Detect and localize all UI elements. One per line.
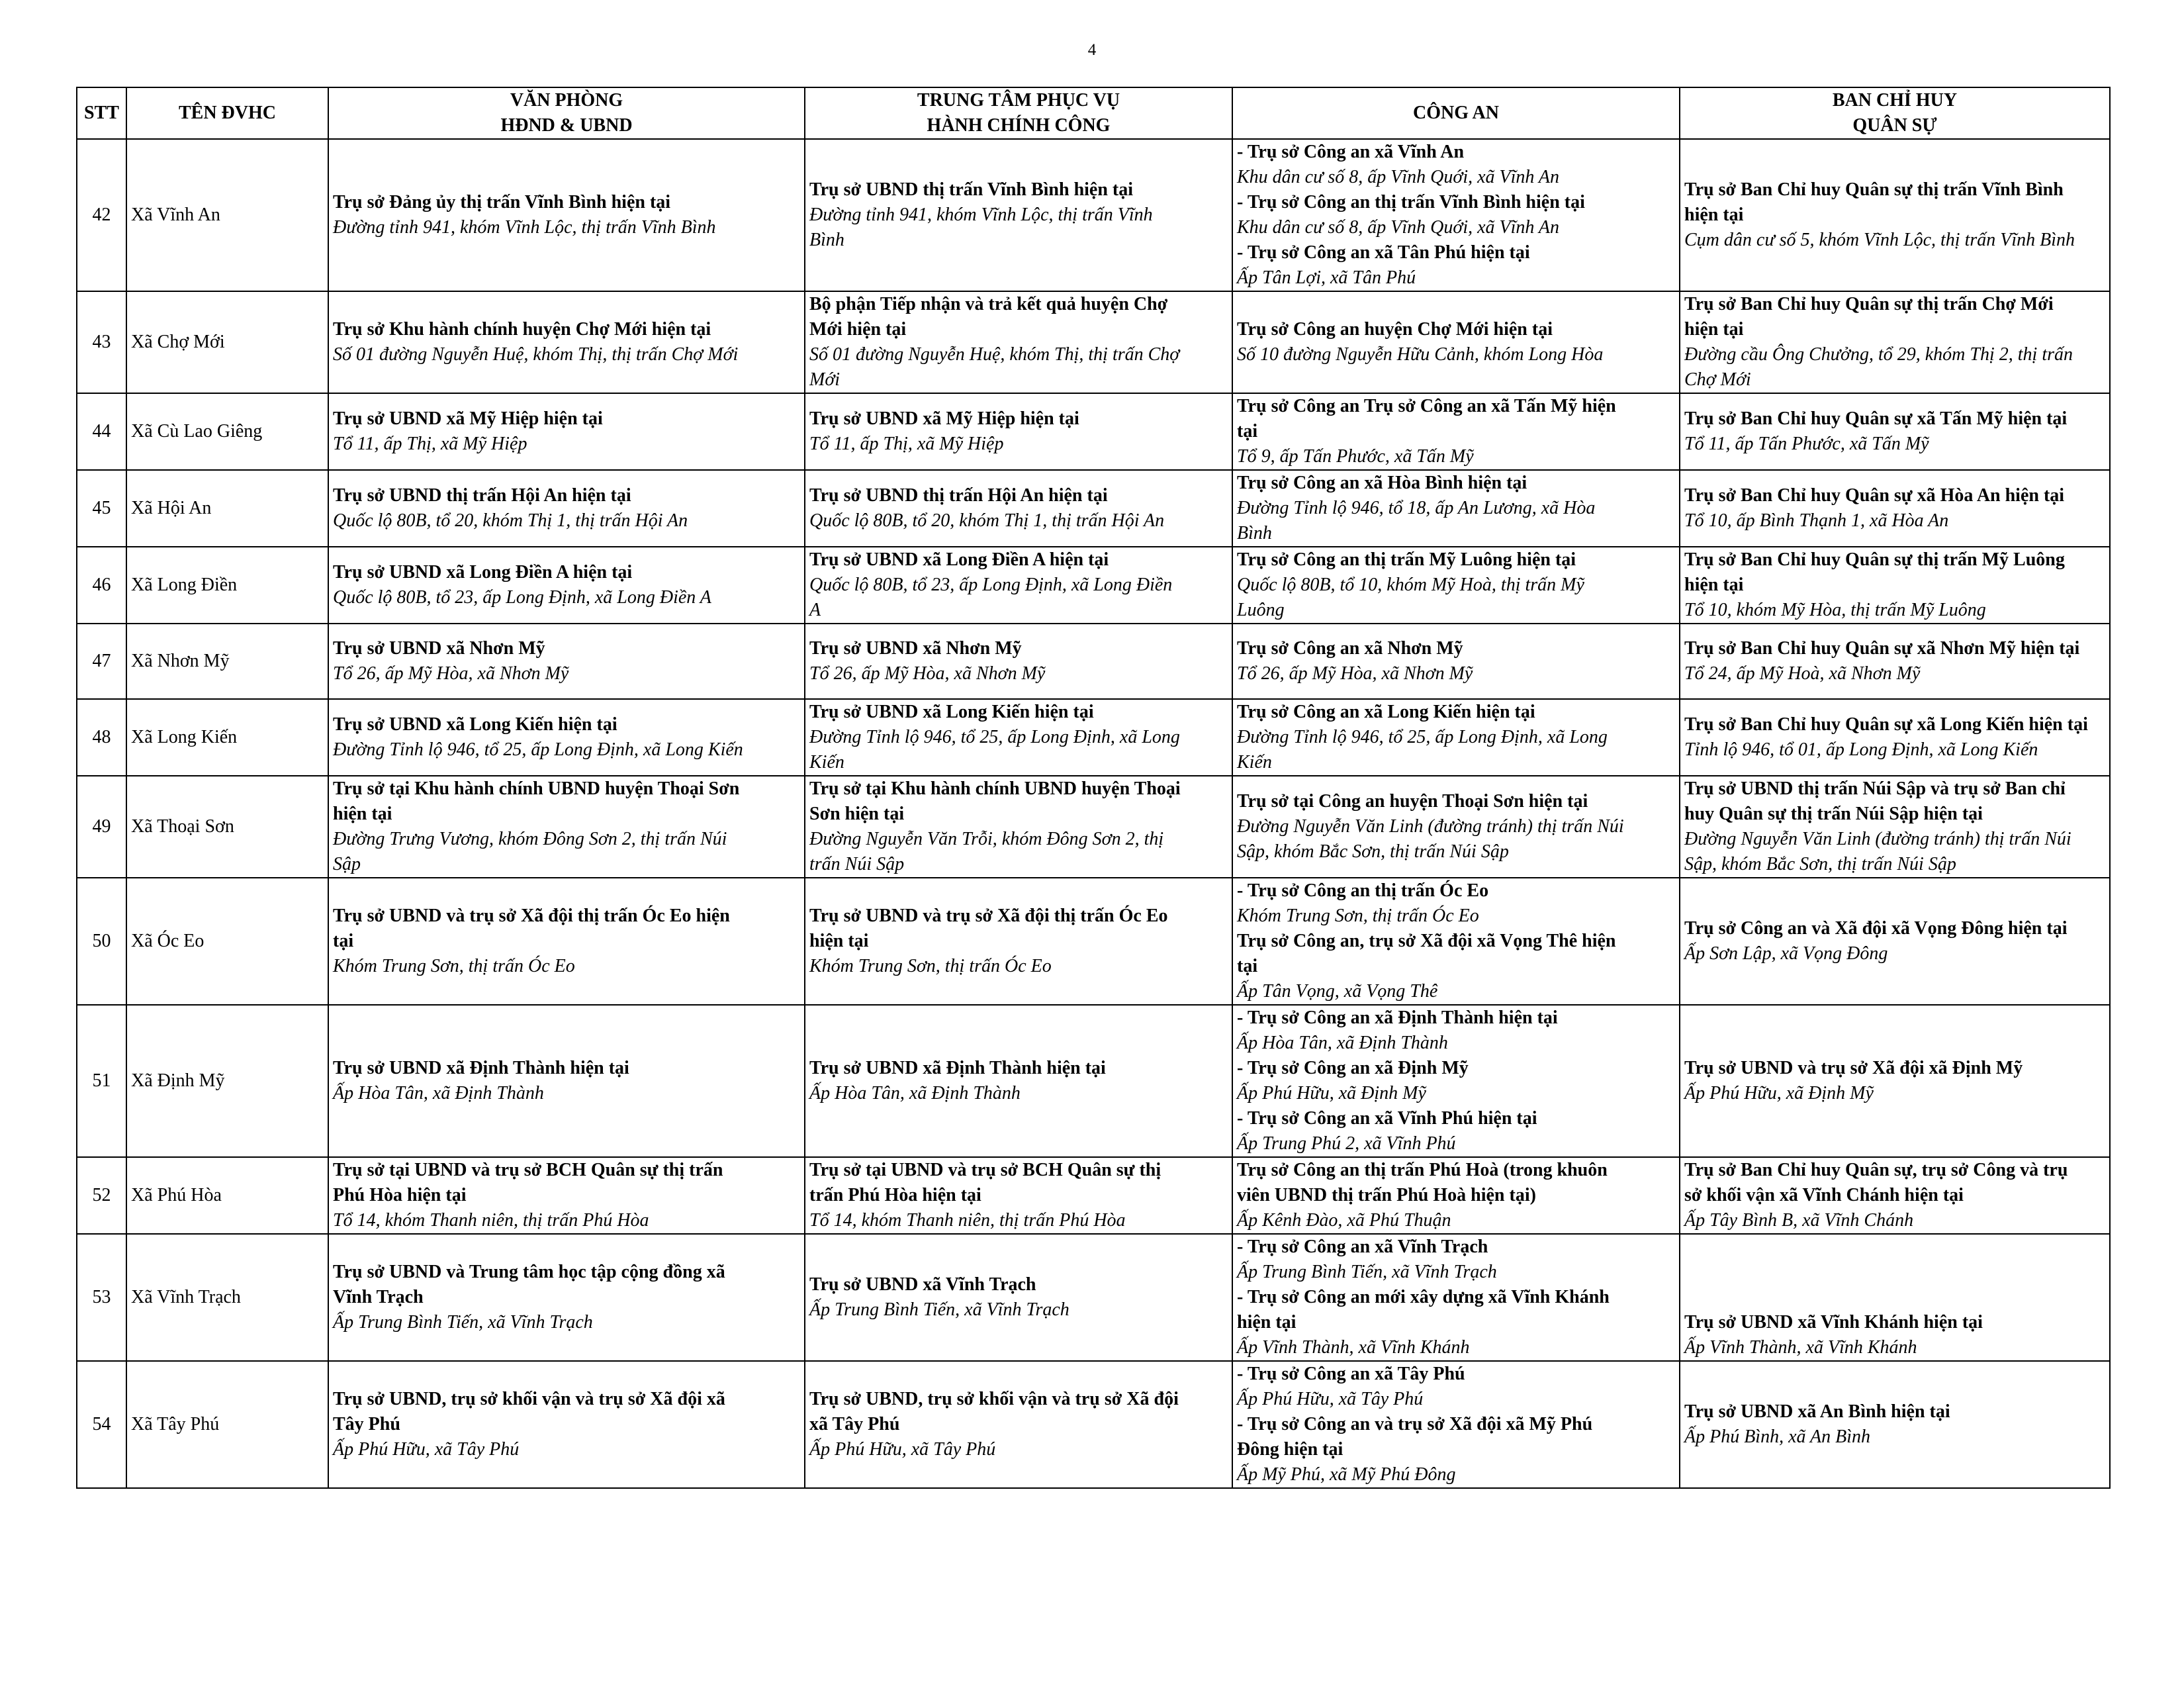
office-address: Ấp Tây Bình B, xã Vĩnh Chánh <box>1684 1210 1914 1231</box>
row-number: 53 <box>77 1234 126 1361</box>
office-name: Trụ sở tại Khu hành chính UBND huyện Thoại Sơn <box>333 778 740 799</box>
office-name: Trụ sở UBND, trụ sở khối vận và trụ sở Xã đội <box>809 1389 1179 1409</box>
office-address: Khu dân cư số 8, ấp Vĩnh Quới, xã Vĩnh An <box>1237 167 1560 187</box>
office-name: - Trụ sở Công an xã Vĩnh Phú hiện tại <box>1237 1108 1537 1129</box>
office-address: Tổ 9, ấp Tấn Phước, xã Tấn Mỹ <box>1237 446 1474 467</box>
office-address: Ấp Trung Bình Tiến, xã Vĩnh Trạch <box>1237 1262 1497 1282</box>
unit-name: Xã Cù Lao Giêng <box>126 393 328 470</box>
office-name: Trụ sở UBND xã Vĩnh Trạch <box>809 1274 1036 1295</box>
office-address: Đường Tỉnh lộ 946, tổ 25, ấp Long Định, xã Long <box>809 727 1180 747</box>
cell-ban-chi-huy-quan-su <box>1680 393 2110 470</box>
office-name: - Trụ sở Công an xã Vĩnh An <box>1237 142 1465 162</box>
office-address: Khóm Trung Sơn, thị trấn Óc Eo <box>333 956 575 976</box>
cell-cong-an <box>1232 393 1680 470</box>
table-row <box>77 878 2110 1005</box>
cell-cong-an <box>1232 878 1680 1005</box>
cell-van-phong-hdnd-ubnd <box>328 624 805 699</box>
office-name: Trụ sở UBND xã Nhơn Mỹ <box>333 638 545 659</box>
page-number: 4 <box>1087 41 1097 59</box>
office-name: Trụ sở UBND xã Định Thành hiện tại <box>333 1058 629 1078</box>
cell-trung-tam-phuc-vu-hcc <box>805 776 1232 878</box>
office-name: tại <box>1237 421 1258 442</box>
office-address: Bình <box>1237 523 1272 543</box>
row-number: 48 <box>77 699 126 776</box>
office-name: Trụ sở Ban Chỉ huy Quân sự thị trấn Vĩnh Bình <box>1684 179 2064 200</box>
office-name: - Trụ sở Công an xã Vĩnh Trạch <box>1237 1237 1488 1257</box>
office-name: - Trụ sở Công an xã Tây Phú <box>1237 1364 1465 1384</box>
office-address: Tổ 26, ấp Mỹ Hòa, xã Nhơn Mỹ <box>1237 663 1473 684</box>
office-address: Tổ 10, ấp Bình Thạnh 1, xã Hòa An <box>1684 510 1949 531</box>
table-row <box>77 1361 2110 1488</box>
office-name: Trụ sở Công an huyện Chợ Mới hiện tại <box>1237 319 1553 340</box>
unit-name: Xã Vĩnh Trạch <box>126 1234 328 1361</box>
cell-trung-tam-phuc-vu-hcc <box>805 139 1232 291</box>
cell-cong-an <box>1232 699 1680 776</box>
office-name: Trụ sở Ban Chỉ huy Quân sự, trụ sở Công và trụ <box>1684 1160 2068 1180</box>
office-name <box>1684 1260 2105 1285</box>
office-address: Sập <box>333 854 361 874</box>
office-name: Trụ sở Công an thị trấn Phú Hoà (trong khuôn <box>1237 1160 1608 1180</box>
office-address: Đường cầu Ông Chưởng, tổ 29, khóm Thị 2, thị trấn <box>1684 344 2073 365</box>
office-name: Trụ sở UBND xã Long Điền A hiện tại <box>809 549 1109 570</box>
office-name: hiện tại <box>1684 575 1744 595</box>
office-name: Trụ sở UBND thị trấn Hội An hiện tại <box>809 485 1108 506</box>
unit-name: Xã Long Điền <box>126 547 328 624</box>
office-address: Tổ 11, ấp Thị, xã Mỹ Hiệp <box>333 434 527 454</box>
cell-trung-tam-phuc-vu-hcc <box>805 393 1232 470</box>
column-header-cong-an <box>1232 87 1680 139</box>
cell-trung-tam-phuc-vu-hcc <box>805 547 1232 624</box>
office-name: Trụ sở Công an xã Nhơn Mỹ <box>1237 638 1463 659</box>
cell-cong-an <box>1232 139 1680 291</box>
table-row <box>77 547 2110 624</box>
cell-van-phong-hdnd-ubnd <box>328 1361 805 1488</box>
office-name: Tây Phú <box>333 1414 400 1434</box>
office-name: Trụ sở Ban Chỉ huy Quân sự xã Long Kiến hiện tại <box>1684 714 2088 735</box>
cell-ban-chi-huy-quan-su <box>1680 776 2110 878</box>
office-name: Trụ sở UBND xã Long Kiến hiện tại <box>333 714 617 735</box>
office-address: Luông <box>1237 600 1285 620</box>
column-header-ban-chi-huy-quan-su <box>1680 87 2110 139</box>
row-number: 46 <box>77 547 126 624</box>
row-number: 50 <box>77 878 126 1005</box>
office-address: Ấp Tân Vọng, xã Vọng Thê <box>1237 981 1438 1002</box>
unit-name: Xã Định Mỹ <box>126 1005 328 1157</box>
office-name: xã Tây Phú <box>809 1414 900 1434</box>
cell-van-phong-hdnd-ubnd <box>328 699 805 776</box>
office-address: Ấp Sơn Lập, xã Vọng Đông <box>1684 943 1888 964</box>
cell-cong-an <box>1232 1005 1680 1157</box>
office-name: Trụ sở Đảng ủy thị trấn Vĩnh Bình hiện tại <box>333 192 671 212</box>
office-name: hiện tại <box>1237 1312 1297 1333</box>
office-name: Trụ sở tại Khu hành chính UBND huyện Thoại <box>809 778 1181 799</box>
cell-van-phong-hdnd-ubnd <box>328 1005 805 1157</box>
office-name: Bộ phận Tiếp nhận và trả kết quả huyện Chợ <box>809 294 1168 314</box>
office-address: Ấp Trung Phú 2, xã Vĩnh Phú <box>1237 1133 1456 1154</box>
cell-van-phong-hdnd-ubnd <box>328 547 805 624</box>
office-name: Trụ sở UBND xã Vĩnh Khánh hiện tại <box>1684 1312 1983 1333</box>
office-address: Đường tỉnh 941, khóm Vĩnh Lộc, thị trấn Vĩnh <box>809 205 1153 225</box>
office-address: Ấp Hòa Tân, xã Định Thành <box>1237 1033 1448 1053</box>
table-row <box>77 1234 2110 1361</box>
cell-trung-tam-phuc-vu-hcc <box>805 624 1232 699</box>
cell-trung-tam-phuc-vu-hcc <box>805 699 1232 776</box>
office-address: Đường Tỉnh lộ 946, tổ 25, ấp Long Định, xã Long Kiến <box>333 739 743 760</box>
row-number: 49 <box>77 776 126 878</box>
table-row <box>77 291 2110 393</box>
table-row <box>77 624 2110 699</box>
office-address: Quốc lộ 80B, tổ 23, ấp Long Định, xã Long Điền A <box>333 587 711 608</box>
cell-ban-chi-huy-quan-su <box>1680 1234 2110 1361</box>
office-address: Số 01 đường Nguyễn Huệ, khóm Thị, thị trấn Chợ <box>809 344 1180 365</box>
table-row <box>77 699 2110 776</box>
office-address: Ấp Mỹ Phú, xã Mỹ Phú Đông <box>1237 1464 1456 1485</box>
office-name: Sơn hiện tại <box>809 804 905 824</box>
column-header-line: HÀNH CHÍNH CÔNG <box>927 115 1111 136</box>
office-name: Đông hiện tại <box>1237 1439 1343 1460</box>
office-name: huy Quân sự thị trấn Núi Sập hiện tại <box>1684 804 1983 824</box>
office-address: Tổ 11, ấp Tấn Phước, xã Tấn Mỹ <box>1684 434 1929 454</box>
office-name: Trụ sở UBND và Trung tâm học tập cộng đồng xã <box>333 1262 725 1282</box>
column-header-line: HĐND & UBND <box>500 115 633 136</box>
office-name: Trụ sở UBND xã Long Kiến hiện tại <box>809 702 1094 722</box>
office-address: Đường Tỉnh lộ 946, tổ 25, ấp Long Định, xã Long <box>1237 727 1608 747</box>
cell-van-phong-hdnd-ubnd <box>328 1157 805 1234</box>
office-address: Ấp Tân Lợi, xã Tân Phú <box>1237 267 1416 288</box>
unit-name: Xã Phú Hòa <box>126 1157 328 1234</box>
office-name: Phú Hòa hiện tại <box>333 1185 467 1205</box>
cell-cong-an <box>1232 291 1680 393</box>
office-name: Trụ sở UBND xã Nhơn Mỹ <box>809 638 1022 659</box>
office-name: Trụ sở Khu hành chính huyện Chợ Mới hiện tại <box>333 319 711 340</box>
row-number: 42 <box>77 139 126 291</box>
cell-van-phong-hdnd-ubnd <box>328 470 805 547</box>
office-name <box>1684 1285 2105 1310</box>
column-header-trung-tam-phuc-vu-hcc <box>805 87 1232 139</box>
office-name <box>1684 1235 2105 1260</box>
office-address: Đường Nguyễn Văn Linh (đường tránh) thị trấn Núi <box>1237 816 1624 837</box>
table-row <box>77 1157 2110 1234</box>
office-name: trấn Phú Hòa hiện tại <box>809 1185 981 1205</box>
office-name: - Trụ sở Công an xã Định Thành hiện tại <box>1237 1008 1558 1028</box>
column-header-unit-name <box>126 87 328 139</box>
column-header-line: STT <box>84 103 119 123</box>
office-address: Ấp Kênh Đào, xã Phú Thuận <box>1237 1210 1451 1231</box>
office-address: Quốc lộ 80B, tổ 20, khóm Thị 1, thị trấn Hội An <box>809 510 1165 531</box>
office-name: hiện tại <box>1684 205 1744 225</box>
cell-ban-chi-huy-quan-su <box>1680 139 2110 291</box>
office-address: Kiến <box>809 752 844 773</box>
row-number: 54 <box>77 1361 126 1488</box>
office-address: Sập, khóm Bắc Sơn, thị trấn Núi Sập <box>1684 854 1956 874</box>
table-row <box>77 470 2110 547</box>
unit-name: Xã Hội An <box>126 470 328 547</box>
office-name: tại <box>333 931 354 951</box>
office-address: Ấp Phú Hữu, xã Tây Phú <box>809 1439 996 1460</box>
office-name: Trụ sở UBND thị trấn Hội An hiện tại <box>333 485 631 506</box>
column-header-line: TRUNG TÂM PHỤC VỤ <box>917 90 1120 111</box>
office-name: Mới hiện tại <box>809 319 907 340</box>
cell-van-phong-hdnd-ubnd <box>328 291 805 393</box>
unit-name: Xã Óc Eo <box>126 878 328 1005</box>
office-address: Số 10 đường Nguyễn Hữu Cảnh, khóm Long Hòa <box>1237 344 1604 365</box>
column-header-line: VĂN PHÒNG <box>510 90 623 111</box>
office-name: Trụ sở UBND và trụ sở Xã đội thị trấn Óc Eo hiện <box>333 906 730 926</box>
table-body <box>77 139 2110 1488</box>
office-address: Ấp Phú Hữu, xã Định Mỹ <box>1237 1083 1426 1103</box>
row-number: 43 <box>77 291 126 393</box>
office-name: Trụ sở Ban Chỉ huy Quân sự thị trấn Mỹ Luông <box>1684 549 2065 570</box>
column-header-line: CÔNG AN <box>1413 103 1499 123</box>
cell-van-phong-hdnd-ubnd <box>328 776 805 878</box>
office-address: Ấp Phú Hữu, xã Tây Phú <box>333 1439 520 1460</box>
column-header-line: QUÂN SỰ <box>1852 115 1937 136</box>
office-address: Tổ 11, ấp Thị, xã Mỹ Hiệp <box>809 434 1004 454</box>
office-name: - Trụ sở Công an và trụ sở Xã đội xã Mỹ Phú <box>1237 1414 1593 1434</box>
office-name: Trụ sở UBND thị trấn Vĩnh Bình hiện tại <box>809 179 1134 200</box>
office-address: Đường tỉnh 941, khóm Vĩnh Lộc, thị trấn Vĩnh Bình <box>333 217 716 238</box>
office-address: Ấp Vĩnh Thành, xã Vĩnh Khánh <box>1684 1337 1917 1358</box>
office-address: A <box>809 600 821 620</box>
office-address: Quốc lộ 80B, tổ 20, khóm Thị 1, thị trấn Hội An <box>333 510 688 531</box>
office-address: Ấp Vĩnh Thành, xã Vĩnh Khánh <box>1237 1337 1470 1358</box>
office-address: Tỉnh lộ 946, tổ 01, ấp Long Định, xã Long Kiến <box>1684 739 2038 760</box>
office-address: Tổ 14, khóm Thanh niên, thị trấn Phú Hòa <box>333 1210 649 1231</box>
office-address: Ấp Phú Bình, xã An Bình <box>1684 1427 1870 1447</box>
cell-cong-an <box>1232 624 1680 699</box>
unit-name: Xã Thoại Sơn <box>126 776 328 878</box>
office-name: Trụ sở UBND xã Mỹ Hiệp hiện tại <box>333 408 603 429</box>
office-name: Trụ sở Công an xã Hòa Bình hiện tại <box>1237 473 1527 493</box>
office-name: Trụ sở UBND xã Long Điền A hiện tại <box>333 562 633 583</box>
office-name: Trụ sở tại UBND và trụ sở BCH Quân sự thị trấn <box>333 1160 723 1180</box>
office-name: hiện tại <box>1684 319 1744 340</box>
office-name: Trụ sở UBND thị trấn Núi Sập và trụ sở Ban chỉ <box>1684 778 2066 799</box>
cell-van-phong-hdnd-ubnd <box>328 878 805 1005</box>
cell-cong-an <box>1232 470 1680 547</box>
office-name: - Trụ sở Công an xã Định Mỹ <box>1237 1058 1469 1078</box>
office-name: Trụ sở UBND và trụ sở Xã đội thị trấn Óc Eo <box>809 906 1168 926</box>
cell-ban-chi-huy-quan-su <box>1680 470 2110 547</box>
office-name: Trụ sở UBND xã Mỹ Hiệp hiện tại <box>809 408 1079 429</box>
office-address: Ấp Phú Hữu, xã Định Mỹ <box>1684 1083 1874 1103</box>
office-address: Ấp Hòa Tân, xã Định Thành <box>333 1083 544 1103</box>
table-row <box>77 776 2110 878</box>
office-address: Đường Nguyễn Văn Trỗi, khóm Đông Sơn 2, thị <box>809 829 1164 849</box>
column-header-stt <box>77 87 126 139</box>
unit-name: Xã Tây Phú <box>126 1361 328 1488</box>
cell-van-phong-hdnd-ubnd <box>328 139 805 291</box>
office-address: Quốc lộ 80B, tổ 10, khóm Mỹ Hoà, thị trấn Mỹ <box>1237 575 1584 595</box>
office-name: Vĩnh Trạch <box>333 1287 424 1307</box>
unit-name: Xã Long Kiến <box>126 699 328 776</box>
row-number: 51 <box>77 1005 126 1157</box>
unit-name: Xã Chợ Mới <box>126 291 328 393</box>
office-address: Ấp Trung Bình Tiến, xã Vĩnh Trạch <box>809 1299 1069 1320</box>
office-address: trấn Núi Sập <box>809 854 905 874</box>
column-header-line: BAN CHỈ HUY <box>1832 90 1958 111</box>
office-address: Số 01 đường Nguyễn Huệ, khóm Thị, thị trấn Chợ Mới <box>333 344 739 365</box>
office-name: Trụ sở Ban Chỉ huy Quân sự xã Tấn Mỹ hiện tại <box>1684 408 2068 429</box>
office-address: Ấp Hòa Tân, xã Định Thành <box>809 1083 1021 1103</box>
cell-trung-tam-phuc-vu-hcc <box>805 470 1232 547</box>
office-name: Trụ sở tại Công an huyện Thoại Sơn hiện tại <box>1237 791 1588 812</box>
row-number: 45 <box>77 470 126 547</box>
office-name: Trụ sở Ban Chỉ huy Quân sự xã Nhơn Mỹ hiện tại <box>1684 638 2080 659</box>
administrative-units-table <box>76 87 2111 1489</box>
cell-ban-chi-huy-quan-su <box>1680 624 2110 699</box>
cell-van-phong-hdnd-ubnd <box>328 1234 805 1361</box>
office-name: Trụ sở Công an và Xã đội xã Vọng Đông hiện tại <box>1684 918 2068 939</box>
office-address: Khóm Trung Sơn, thị trấn Óc Eo <box>809 956 1052 976</box>
office-address: Đường Tỉnh lộ 946, tổ 18, ấp An Lương, xã Hòa <box>1237 498 1596 518</box>
office-name: hiện tại <box>333 804 392 824</box>
table-row <box>77 393 2110 470</box>
cell-cong-an <box>1232 776 1680 878</box>
office-name: Trụ sở UBND, trụ sở khối vận và trụ sở Xã đội xã <box>333 1389 725 1409</box>
office-name: Trụ sở Công an, trụ sở Xã đội xã Vọng Thê hiện <box>1237 931 1616 951</box>
office-name: Trụ sở Công an xã Long Kiến hiện tại <box>1237 702 1535 722</box>
cell-ban-chi-huy-quan-su <box>1680 547 2110 624</box>
cell-ban-chi-huy-quan-su <box>1680 1005 2110 1157</box>
cell-ban-chi-huy-quan-su <box>1680 291 2110 393</box>
table-row <box>77 139 2110 291</box>
office-address: Ấp Trung Bình Tiến, xã Vĩnh Trạch <box>333 1312 593 1333</box>
cell-trung-tam-phuc-vu-hcc <box>805 1234 1232 1361</box>
unit-name: Xã Vĩnh An <box>126 139 328 291</box>
cell-trung-tam-phuc-vu-hcc <box>805 1361 1232 1488</box>
office-address: Khu dân cư số 8, ấp Vĩnh Quới, xã Vĩnh An <box>1237 217 1560 238</box>
office-name: Trụ sở Ban Chỉ huy Quân sự thị trấn Chợ Mới <box>1684 294 2054 314</box>
office-address: Kiến <box>1237 752 1272 773</box>
office-address: Khóm Trung Sơn, thị trấn Óc Eo <box>1237 906 1479 926</box>
cell-cong-an <box>1232 1234 1680 1361</box>
office-address: Tổ 26, ấp Mỹ Hòa, xã Nhơn Mỹ <box>333 663 569 684</box>
cell-trung-tam-phuc-vu-hcc <box>805 1005 1232 1157</box>
cell-trung-tam-phuc-vu-hcc <box>805 291 1232 393</box>
header-row <box>77 87 2110 139</box>
office-name: Trụ sở tại UBND và trụ sở BCH Quân sự thị <box>809 1160 1161 1180</box>
office-address: Tổ 10, khóm Mỹ Hòa, thị trấn Mỹ Luông <box>1684 600 1986 620</box>
office-address: Tổ 24, ấp Mỹ Hoà, xã Nhơn Mỹ <box>1684 663 1921 684</box>
column-header-van-phong-hdnd-ubnd <box>328 87 805 139</box>
cell-ban-chi-huy-quan-su <box>1680 1157 2110 1234</box>
office-name: sở khối vận xã Vĩnh Chánh hiện tại <box>1684 1185 1964 1205</box>
office-name: tại <box>1237 956 1258 976</box>
office-address: Đường Trưng Vương, khóm Đông Sơn 2, thị trấn Núi <box>333 829 727 849</box>
office-name: - Trụ sở Công an xã Tân Phú hiện tại <box>1237 242 1530 263</box>
cell-cong-an <box>1232 1361 1680 1488</box>
office-address: Mới <box>809 369 841 390</box>
cell-ban-chi-huy-quan-su <box>1680 1361 2110 1488</box>
office-name: - Trụ sở Công an thị trấn Óc Eo <box>1237 880 1489 901</box>
office-address: Tổ 26, ấp Mỹ Hòa, xã Nhơn Mỹ <box>809 663 1046 684</box>
office-address: Ấp Phú Hữu, xã Tây Phú <box>1237 1389 1424 1409</box>
office-name: Trụ sở UBND và trụ sở Xã đội xã Định Mỹ <box>1684 1058 2023 1078</box>
cell-van-phong-hdnd-ubnd <box>328 393 805 470</box>
cell-trung-tam-phuc-vu-hcc <box>805 878 1232 1005</box>
office-address: Cụm dân cư số 5, khóm Vĩnh Lộc, thị trấn Vĩnh Bình <box>1684 230 2075 250</box>
cell-cong-an <box>1232 547 1680 624</box>
row-number: 44 <box>77 393 126 470</box>
office-name: Trụ sở UBND xã An Bình hiện tại <box>1684 1401 1950 1422</box>
column-header-line: TÊN ĐVHC <box>178 103 276 123</box>
office-address: Quốc lộ 80B, tổ 23, ấp Long Định, xã Long Điền <box>809 575 1173 595</box>
office-address: Sập, khóm Bắc Sơn, thị trấn Núi Sập <box>1237 841 1509 862</box>
cell-ban-chi-huy-quan-su <box>1680 878 2110 1005</box>
office-name: Trụ sở Công an Trụ sở Công an xã Tấn Mỹ hiện <box>1237 396 1616 416</box>
office-address: Chợ Mới <box>1684 369 1751 390</box>
office-name: - Trụ sở Công an mới xây dựng xã Vĩnh Khánh <box>1237 1287 1610 1307</box>
office-name: Trụ sở UBND xã Định Thành hiện tại <box>809 1058 1106 1078</box>
row-number: 47 <box>77 624 126 699</box>
cell-cong-an <box>1232 1157 1680 1234</box>
office-name: hiện tại <box>809 931 869 951</box>
office-address: Đường Nguyễn Văn Linh (đường tránh) thị trấn Núi <box>1684 829 2071 849</box>
cell-ban-chi-huy-quan-su <box>1680 699 2110 776</box>
unit-name: Xã Nhơn Mỹ <box>126 624 328 699</box>
office-name: viên UBND thị trấn Phú Hoà hiện tại) <box>1237 1185 1536 1205</box>
office-name: Trụ sở Công an thị trấn Mỹ Luông hiện tại <box>1237 549 1576 570</box>
cell-trung-tam-phuc-vu-hcc <box>805 1157 1232 1234</box>
office-address: Bình <box>809 230 844 250</box>
row-number: 52 <box>77 1157 126 1234</box>
table-row <box>77 1005 2110 1157</box>
office-name: Trụ sở Ban Chỉ huy Quân sự xã Hòa An hiện tại <box>1684 485 2065 506</box>
office-address: Tổ 14, khóm Thanh niên, thị trấn Phú Hòa <box>809 1210 1126 1231</box>
office-name: - Trụ sở Công an thị trấn Vĩnh Bình hiện tại <box>1237 192 1585 212</box>
